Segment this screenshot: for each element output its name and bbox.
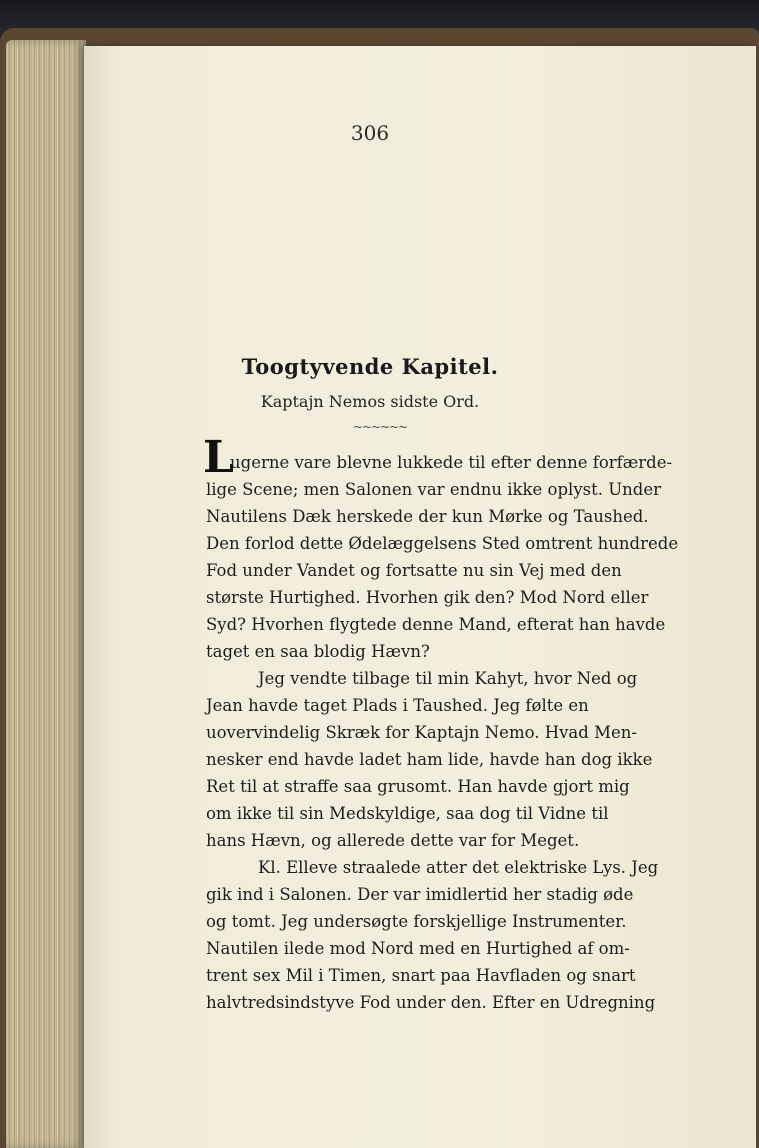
ornament-divider: ~~~~~~ (352, 420, 408, 434)
text-line: om ikke til sin Medskyldige, saa dog til Vidne til (206, 804, 609, 823)
text-line: Ret til at straffe saa grusomt. Han havde gjort mig (206, 777, 630, 796)
text-line: uovervindelig Skræk for Kaptajn Nemo. Hvad Men- (206, 723, 637, 742)
text-line: og tomt. Jeg undersøgte forskjellige Instrumenter. (206, 912, 627, 931)
page-number: 306 (350, 121, 390, 145)
text-line: gik ind i Salonen. Der var imidlertid her stadig øde (206, 885, 634, 904)
chapter-title: Toogtyvende Kapitel. (241, 354, 499, 379)
text-line: hans Hævn, og allerede dette var for Meget. (206, 831, 580, 850)
text-line: største Hurtighed. Hvorhen gik den? Mod Nord eller (206, 588, 649, 607)
chapter-subtitle: Kaptajn Nemos sidste Ord. (260, 392, 480, 411)
drop-cap: L (203, 432, 234, 483)
text-line: ugerne vare blevne lukkede til efter denne forfærde- (230, 453, 673, 472)
text-line: Jean havde taget Plads i Taushed. Jeg følte en (206, 696, 589, 715)
text-line: lige Scene; men Salonen var endnu ikke oplyst. Under (206, 480, 661, 499)
text-line: Den forlod dette Ødelæggelsens Sted omtrent hundrede (206, 534, 679, 553)
page-edges (6, 40, 86, 1148)
text-line: Nautilen ilede mod Nord med en Hurtighed af om- (206, 939, 630, 958)
text-line: Syd? Hvorhen flygtede denne Mand, efterat han havde (206, 615, 666, 634)
text-line: Fod under Vandet og fortsatte nu sin Vej med den (206, 561, 622, 580)
text-line: Kl. Elleve straalede atter det elektriske Lys. Jeg (258, 858, 659, 877)
text-line: nesker end havde ladet ham lide, havde han dog ikke (206, 750, 653, 769)
text-line: Jeg vendte tilbage til min Kahyt, hvor Ned og (258, 669, 638, 688)
text-line: taget en saa blodig Hævn? (206, 642, 430, 661)
text-line: trent sex Mil i Timen, snart paa Havfladen og snart (206, 966, 636, 985)
text-line: halvtredsindstyve Fod under den. Efter en Udregning (206, 993, 656, 1012)
text-line: Nautilens Dæk herskede der kun Mørke og Taushed. (206, 507, 649, 526)
